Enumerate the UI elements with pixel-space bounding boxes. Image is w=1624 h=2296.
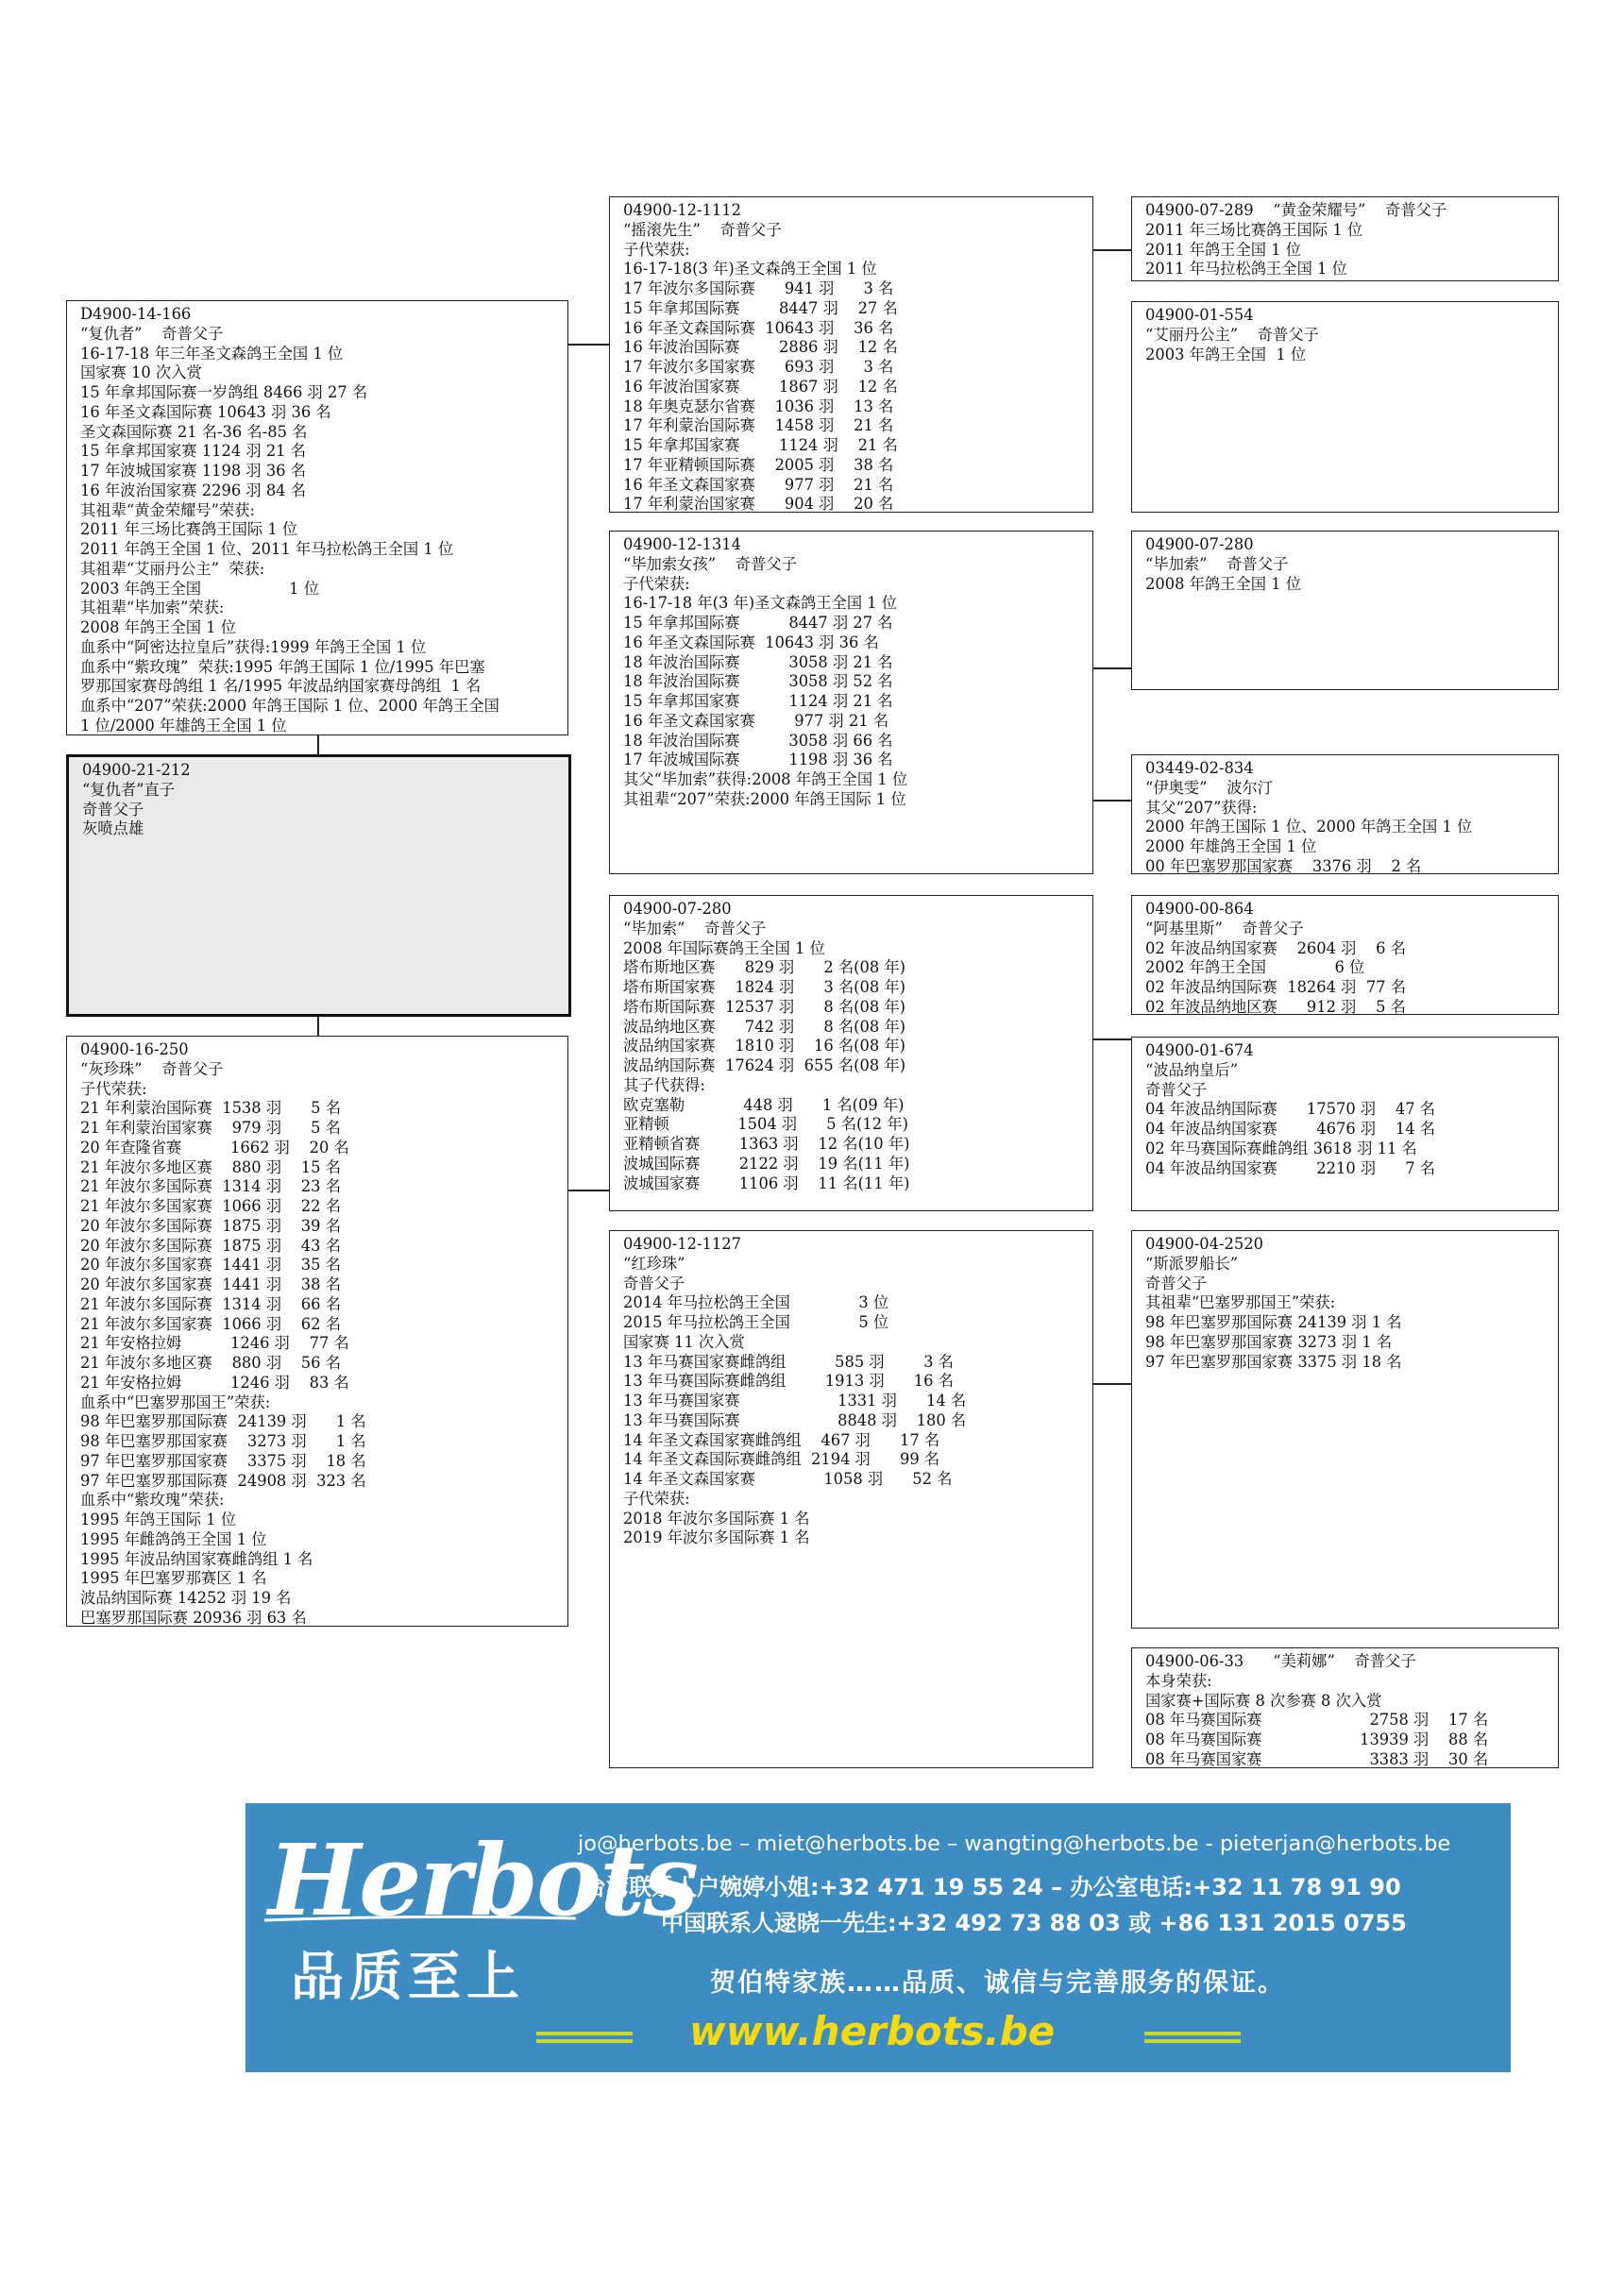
connector-line (568, 1190, 609, 1191)
pedigree-text-line: “伊奥雯” 波尔汀 (1145, 778, 1274, 797)
ring-number: 04900-07-280 (623, 900, 732, 918)
pedigree-text-line: 2011 年鸽王全国 1 位、2011 年马拉松鸽王全国 1 位 (80, 540, 454, 558)
pedigree-text-line: 亚精顿 1504 羽 5 名(12 年) (623, 1115, 908, 1134)
pedigree-text-line: 2000 年鸽王国际 1 位、2000 年鸽王全国 1 位 (1145, 818, 1473, 836)
pedigree-text-line: 21 年利蒙治国家赛 979 羽 5 名 (80, 1119, 341, 1137)
banner-slogan: 贺伯特家族……品质、诚信与完善服务的保证。 (710, 1968, 1285, 1998)
logo-swoosh-icon (264, 1915, 576, 1924)
pedigree-text-line: 塔布斯国际赛 12537 羽 8 名(08 年) (623, 997, 906, 1016)
great-grandparent-box-2 (1131, 301, 1559, 513)
pedigree-text-line: 其祖辈“巴塞罗那国王”荣获: (1145, 1293, 1336, 1312)
pedigree-text-line: 2008 年鸽王全国 1 位 (80, 618, 237, 636)
sire-box (66, 300, 568, 735)
dam-sire-box (609, 895, 1093, 1211)
great-grandparent-box-4 (1131, 754, 1559, 874)
pedigree-text-line: 15 年拿邦国际赛 8447 羽 27 名 (623, 614, 893, 632)
pedigree-text-line: 国家赛 10 次入赏 (80, 363, 202, 382)
pedigree-text-line: 17 年利蒙治国家赛 904 羽 20 名 (623, 495, 894, 513)
pedigree-text-line: 其父“207”获得: (1145, 798, 1258, 817)
pedigree-text-line: 21 年安格拉姆 1246 羽 77 名 (80, 1334, 349, 1353)
pedigree-text-line: 17 年波尔多国际赛 941 羽 3 名 (623, 279, 894, 297)
pedigree-text-line: 子代荣获: (623, 240, 690, 259)
pedigree-text-line: 00 年巴塞罗那国家赛 3376 羽 2 名 (1145, 856, 1422, 874)
pedigree-text-line: 98 年巴塞罗那国际赛 24139 羽 1 名 (80, 1412, 366, 1431)
pedigree-text-line: 16 年圣文森国家赛 977 羽 21 名 (623, 711, 889, 730)
pedigree-text-line: 本身荣获: (1145, 1671, 1212, 1690)
pedigree-text-line: 其父“毕加索”获得:2008 年鸽王全国 1 位 (623, 770, 908, 788)
pedigree-text-line: 2008 年鸽王全国 1 位 (1145, 574, 1302, 593)
pedigree-text-line: “斯派罗船长” (1145, 1254, 1239, 1273)
pedigree-text-line: “毕加索女孩” 奇普父子 (623, 554, 797, 573)
ring-number: 04900-07-280 (1145, 535, 1254, 553)
sire-sire-box (609, 196, 1093, 513)
pedigree-text-line: 20 年波尔多国际赛 1875 羽 43 名 (80, 1236, 341, 1255)
pedigree-text-line: 16-17-18(3 年)圣文森鸽王全国 1 位 (623, 260, 877, 279)
pedigree-text-line: 98 年巴塞罗那国家赛 3273 羽 1 名 (1145, 1332, 1393, 1351)
pedigree-text-line: 16 年波治国际赛 2886 羽 12 名 (623, 338, 898, 357)
pedigree-text-line: 灰喷点雄 (82, 819, 144, 838)
pedigree-text-line: 20 年波尔多国家赛 1441 羽 38 名 (80, 1275, 341, 1293)
pedigree-text-line: 2008 年国际赛鸽王全国 1 位 (623, 938, 825, 957)
pedigree-text-line: 97 年巴塞罗那国际赛 24908 羽 323 名 (80, 1471, 366, 1490)
pedigree-text-line: 97 年巴塞罗那国家赛 3375 羽 18 名 (1145, 1352, 1402, 1371)
pedigree-text-line: “毕加索” 奇普父子 (623, 919, 767, 937)
great-grandparent-box-7 (1131, 1230, 1559, 1629)
pedigree-text-line: 波品纳国家赛 1810 羽 16 名(08 年) (623, 1037, 906, 1055)
ring-number: D4900-14-166 (80, 305, 192, 323)
ring-number: 04900-21-212 (82, 761, 191, 779)
pedigree-text-line: 08 年马赛国家赛 3383 羽 30 名 (1145, 1749, 1489, 1768)
great-grandparent-box-5 (1131, 895, 1559, 1015)
pedigree-text-line: 08 年马赛国际赛 13939 羽 88 名 (1145, 1730, 1489, 1748)
banner-tagline: 品质至上 (291, 1947, 525, 2008)
pedigree-text-line: 20 年波尔多国际赛 1875 羽 39 名 (80, 1216, 341, 1235)
great-grandparent-box-3 (1131, 531, 1559, 690)
decorative-line-right-2 (1144, 2039, 1241, 2043)
pedigree-text-line: 20 年查隆省赛 1662 羽 20 名 (80, 1138, 349, 1156)
ring-number: 03449-02-834 (1145, 759, 1254, 777)
pedigree-text-line: 其祖辈“207”荣获:2000 年鸽王国际 1 位 (623, 789, 906, 808)
pedigree-text-line: 16 年圣文森国际赛 10643 羽 36 名 (80, 402, 331, 421)
pedigree-text-line: 1995 年巴塞罗那赛区 1 名 (80, 1569, 267, 1588)
banner-china-contact: 中国联系人逯晓一先生:+32 492 73 88 03 或 +86 131 2015 0755 (661, 1910, 1407, 1936)
subject-pigeon-box (66, 754, 571, 1017)
pedigree-text-line: 97 年巴塞罗那国家赛 3375 羽 18 名 (80, 1451, 366, 1470)
pedigree-text-line: 其祖辈“黄金荣耀号”荣获: (80, 500, 255, 519)
pedigree-text-line: “毕加索” 奇普父子 (1145, 554, 1289, 573)
connector-line (1093, 800, 1131, 802)
pedigree-text-line: 17 年波尔多国家赛 693 羽 3 名 (623, 358, 894, 376)
pedigree-text-line: 塔布斯地区赛 829 羽 2 名(08 年) (623, 958, 906, 977)
pedigree-text-line: 21 年波尔多地区赛 880 羽 56 名 (80, 1354, 341, 1372)
pedigree-text-line: 21 年波尔多国际赛 1314 羽 23 名 (80, 1177, 341, 1196)
pedigree-text-line: 子代荣获: (623, 1489, 690, 1508)
pedigree-text-line: 15 年拿邦国家赛 1124 羽 21 名 (623, 436, 898, 454)
pedigree-text-line: “艾丽丹公主” 奇普父子 (1145, 325, 1319, 344)
pedigree-text-line: 21 年波尔多国际赛 1314 羽 66 名 (80, 1294, 341, 1313)
pedigree-text-line: 国家赛 11 次入赏 (623, 1332, 745, 1351)
pedigree-text-line: 其祖辈“艾丽丹公主” 荣获: (80, 559, 265, 578)
pedigree-text-line: 塔布斯国家赛 1824 羽 3 名(08 年) (623, 978, 906, 996)
pedigree-text-line: 罗那国家赛母鸽组 1 名/1995 年波品纳国家赛母鸽组 1 名 (80, 677, 482, 696)
pedigree-text-line: 14 年圣文森国家赛雌鸽组 467 羽 17 名 (623, 1430, 940, 1449)
connector-line (1093, 1038, 1131, 1040)
pedigree-text-line: “红珍珠” (623, 1254, 685, 1273)
dam-box (66, 1036, 568, 1627)
pedigree-text-line: 欧克塞勒 448 羽 1 名(09 年) (623, 1095, 905, 1114)
connector-line (1093, 667, 1131, 669)
pedigree-text-line: 2003 年鸽王全国 1 位 (1145, 345, 1307, 363)
ring-number: 04900-01-554 (1145, 306, 1254, 324)
pedigree-text-line: “灰珍珠” 奇普父子 (80, 1059, 224, 1078)
pedigree-text-line: 02 年波品纳国际赛 18264 羽 77 名 (1145, 978, 1406, 996)
pedigree-text-line: 奇普父子 (1145, 1274, 1208, 1292)
pedigree-text-line: 2011 年鸽王全国 1 位 (1145, 240, 1302, 259)
pedigree-text-line: 波品纳国际赛 17624 羽 655 名(08 年) (623, 1056, 906, 1074)
pedigree-text-line: 16 年圣文森国家赛 977 羽 21 名 (623, 475, 894, 494)
pedigree-text-line: 08 年马赛国际赛 2758 羽 17 名 (1145, 1711, 1489, 1730)
pedigree-text-line: 15 年拿邦国家赛 1124 羽 21 名 (623, 692, 893, 710)
pedigree-text-line: 亚精顿省赛 1363 羽 12 名(10 年) (623, 1135, 910, 1153)
ring-number: 04900-12-1314 (623, 535, 741, 553)
pedigree-text-line: 17 年亚精顿国际赛 2005 羽 38 名 (623, 455, 894, 474)
decorative-line-right (1144, 2032, 1241, 2035)
pedigree-text-line: 子代荣获: (80, 1079, 147, 1098)
pedigree-text-line: 2011 年马拉松鸽王全国 1 位 (1145, 260, 1347, 279)
pedigree-text-line: 21 年波尔多地区赛 880 羽 15 名 (80, 1157, 341, 1176)
pedigree-text-line: 14 年圣文森国家赛 1058 羽 52 名 (623, 1470, 953, 1488)
pedigree-text-line: 波品纳地区赛 742 羽 8 名(08 年) (623, 1017, 906, 1036)
pedigree-text-line: “波品纳皇后” (1145, 1060, 1239, 1079)
pedigree-text-line: 20 年波尔多国家赛 1441 羽 35 名 (80, 1256, 341, 1275)
pedigree-text-line: 16-17-18 年三年圣文森鸽王全国 1 位 (80, 344, 344, 363)
pedigree-text-line: 2003 年鸽王全国 1 位 (80, 579, 319, 598)
decorative-line-left-2 (536, 2039, 633, 2043)
pedigree-text-line: 21 年利蒙治国际赛 1538 羽 5 名 (80, 1099, 341, 1118)
ring-number: 04900-06-33 “美莉娜” 奇普父子 (1145, 1652, 1416, 1670)
pedigree-text-line: 15 年拿邦国际赛一岁鸽组 8466 羽 27 名 (80, 383, 368, 401)
pedigree-text-line: “摇滚先生” 奇普父子 (623, 220, 782, 239)
pedigree-text-line: “复仇者”直子 (82, 780, 176, 799)
pedigree-text-line: 波品纳国际赛 14252 羽 19 名 (80, 1589, 292, 1607)
pedigree-text-line: 1995 年波品纳国家赛雌鸽组 1 名 (80, 1549, 313, 1568)
pedigree-text-line: 血系中“紫玫瑰” 荣获:1995 年鸽王国际 1 位/1995 年巴塞 (80, 657, 485, 676)
ring-number: 04900-04-2520 (1145, 1235, 1263, 1253)
banner-taiwan-contact: 台湾联系人户婉婷小姐:+32 471 19 55 24 – 办公室电话:+32 11 78 91 90 (584, 1874, 1401, 1900)
pedigree-text-line: 16 年波治国家赛 1867 羽 12 名 (623, 377, 898, 396)
great-grandparent-box-1 (1131, 196, 1559, 281)
pedigree-text-line: 02 年马赛国际赛雌鸽组 3618 羽 11 名 (1145, 1139, 1417, 1157)
pedigree-text-line: 2015 年马拉松鸽王全国 5 位 (623, 1313, 889, 1331)
herbots-logo: Herbots (268, 1822, 697, 1938)
connector-line (568, 344, 609, 346)
pedigree-text-line: 1995 年鸽王国际 1 位 (80, 1511, 237, 1528)
ring-number: 04900-16-250 (80, 1040, 189, 1058)
sire-dam-box (609, 531, 1093, 874)
pedigree-text-line: “复仇者” 奇普父子 (80, 324, 224, 343)
ring-number: 04900-00-864 (1145, 900, 1254, 918)
connector-line (317, 1017, 319, 1036)
pedigree-text-line: 巴塞罗那国际赛 20936 羽 63 名 (80, 1608, 307, 1627)
decorative-line-left (536, 2032, 633, 2035)
pedigree-text-line: 13 年马赛国际赛雌鸽组 1913 羽 16 名 (623, 1372, 954, 1391)
pedigree-text-line: “阿基里斯” 奇普父子 (1145, 919, 1304, 937)
connector-line (1093, 249, 1131, 251)
pedigree-text-line: 血系中“巴塞罗那国王”荣获: (80, 1393, 271, 1411)
banner-emails: jo@herbots.be – miet@herbots.be – wangting@herbots.be - pieterjan@herbots.be (578, 1832, 1451, 1856)
pedigree-text-line: 波城国际赛 2122 羽 19 名(11 年) (623, 1154, 910, 1173)
pedigree-text-line: 13 年马赛国际赛 8848 羽 180 名 (623, 1410, 967, 1429)
pedigree-text-line: 其祖辈“毕加索”荣获: (80, 599, 225, 617)
ring-number: 04900-01-674 (1145, 1041, 1254, 1059)
pedigree-text-line: 17 年利蒙治国际赛 1458 羽 21 名 (623, 416, 894, 435)
pedigree-text-line: 奇普父子 (1145, 1080, 1208, 1099)
pedigree-text-line: 2002 年鸽王全国 6 位 (1145, 958, 1365, 977)
pedigree-text-line: 17 年波城国际赛 1198 羽 36 名 (623, 751, 893, 769)
ring-number: 04900-12-1127 (623, 1235, 741, 1253)
pedigree-text-line: 16 年波治国家赛 2296 羽 84 名 (80, 481, 306, 499)
pedigree-text-line: 15 年拿邦国家赛 1124 羽 21 名 (80, 442, 306, 461)
pedigree-text-line: 1 位/2000 年雄鸽王全国 1 位 (80, 716, 287, 734)
pedigree-text-line: 血系中“207”荣获:2000 年鸽王国际 1 位、2000 年鸽王全国 (80, 697, 499, 715)
pedigree-text-line: 奇普父子 (623, 1274, 685, 1292)
pedigree-text-line: 2011 年三场比赛鸽王国际 1 位 (80, 520, 298, 539)
pedigree-text-line: 18 年波治国际赛 3058 羽 21 名 (623, 652, 893, 671)
pedigree-text-line: 16 年圣文森国际赛 10643 羽 36 名 (623, 633, 879, 651)
banner-website-link[interactable]: www.herbots.be (689, 2008, 1056, 2054)
pedigree-text-line: 14 年圣文森国际赛雌鸽组 2194 羽 99 名 (623, 1450, 940, 1469)
pedigree-text-line: 波城国家赛 1106 羽 11 名(11 年) (623, 1173, 910, 1192)
ring-number: 04900-12-1112 (623, 201, 741, 219)
pedigree-text-line: 血系中“阿密达拉皇后”获得:1999 年鸽王全国 1 位 (80, 637, 427, 656)
dam-dam-box (609, 1230, 1093, 1768)
connector-line (1093, 1383, 1131, 1385)
great-grandparent-box-8 (1131, 1647, 1559, 1768)
pedigree-text-line: 2019 年波尔多国际赛 1 名 (623, 1528, 810, 1547)
pedigree-text-line: 15 年拿邦国际赛 8447 羽 27 名 (623, 298, 898, 317)
pedigree-text-line: 04 年波品纳国际赛 17570 羽 47 名 (1145, 1100, 1436, 1119)
pedigree-text-line: 02 年波品纳国家赛 2604 羽 6 名 (1145, 938, 1406, 957)
pedigree-text-line: 13 年马赛国家赛 1331 羽 14 名 (623, 1392, 967, 1410)
pedigree-text-line: 18 年波治国际赛 3058 羽 52 名 (623, 672, 893, 691)
pedigree-text-line: 2000 年雄鸽王全国 1 位 (1145, 837, 1317, 855)
pedigree-text-line: 21 年安格拉姆 1246 羽 83 名 (80, 1373, 349, 1392)
ring-number: 04900-07-289 “黄金荣耀号” 奇普父子 (1145, 201, 1447, 219)
pedigree-text-line: 18 年奥克瑟尔省赛 1036 羽 13 名 (623, 397, 894, 415)
pedigree-text-line: 16 年圣文森国际赛 10643 羽 36 名 (623, 318, 894, 337)
pedigree-text-line: 1995 年雌鸽鸽王全国 1 位 (80, 1529, 267, 1548)
pedigree-text-line: 国家赛+国际赛 8 次参赛 8 次入赏 (1145, 1691, 1382, 1710)
pedigree-text-line: 98 年巴塞罗那国家赛 3273 羽 1 名 (80, 1432, 366, 1450)
pedigree-text-line: 圣文森国际赛 21 名-36 名-85 名 (80, 422, 308, 441)
pedigree-text-line: 17 年波城国家赛 1198 羽 36 名 (80, 462, 306, 480)
pedigree-text-line: 子代荣获: (623, 574, 690, 593)
pedigree-text-line: 奇普父子 (82, 800, 144, 819)
pedigree-text-line: 21 年波尔多国家赛 1066 羽 22 名 (80, 1197, 341, 1215)
pedigree-text-line: 98 年巴塞罗那国际赛 24139 羽 1 名 (1145, 1313, 1402, 1331)
pedigree-text-line: 血系中“紫玫瑰”荣获: (80, 1491, 225, 1510)
pedigree-text-line: 02 年波品纳地区赛 912 羽 5 名 (1145, 997, 1406, 1015)
pedigree-text-line: 2011 年三场比赛鸽王国际 1 位 (1145, 220, 1363, 239)
great-grandparent-box-6 (1131, 1037, 1559, 1211)
pedigree-text-line: 04 年波品纳国家赛 2210 羽 7 名 (1145, 1158, 1436, 1177)
pedigree-text-line: 18 年波治国际赛 3058 羽 66 名 (623, 731, 893, 750)
herbots-banner (245, 1803, 1511, 2072)
pedigree-text-line: 04 年波品纳国家赛 4676 羽 14 名 (1145, 1120, 1436, 1138)
pedigree-text-line: 2018 年波尔多国际赛 1 名 (623, 1509, 810, 1528)
pedigree-text-line: 其子代获得: (623, 1075, 705, 1094)
connector-line (317, 735, 319, 754)
pedigree-text-line: 2014 年马拉松鸽王全国 3 位 (623, 1293, 889, 1312)
pedigree-text-line: 16-17-18 年(3 年)圣文森鸽王全国 1 位 (623, 594, 898, 613)
pedigree-text-line: 13 年马赛国家赛雌鸽组 585 羽 3 名 (623, 1352, 954, 1371)
pedigree-text-line: 21 年波尔多国家赛 1066 羽 62 名 (80, 1314, 341, 1333)
